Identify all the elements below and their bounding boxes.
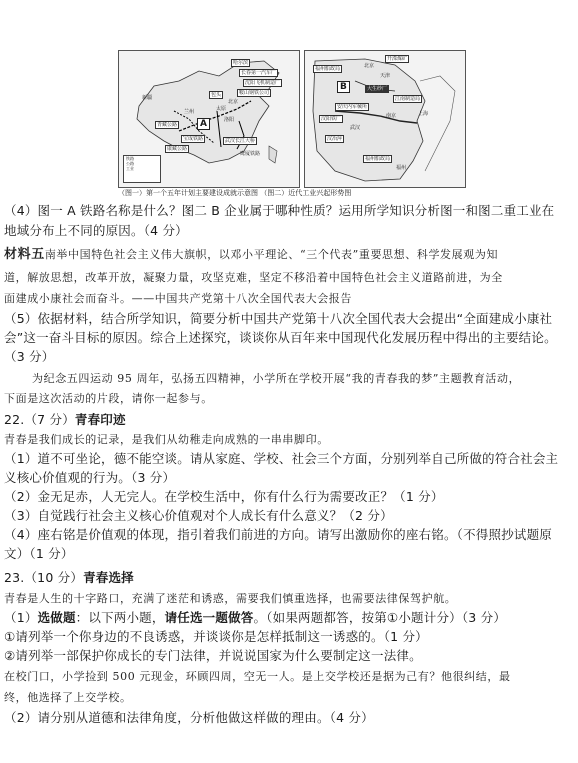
legend-item: 公路 [126,161,134,166]
elective-label: 选做题 [37,610,76,625]
map1-label: 康藏公路 [167,146,188,152]
q21-5-line3: （3 分） [4,349,55,364]
q22-4-line1: （4）座右铭是价值观的体现，指引着我们前进的方向。请写出激励你的座右铭。（不得照抄试题原 [4,527,553,542]
map2-label: 大生纱厂 [367,86,388,92]
map2-label: 安庆内军械所 [337,104,368,110]
pick-one-label: 请任选一题做答 [164,610,254,625]
q22-intro: 青春是我们成长的记录，是我们从幼稚走向成熟的一串串脚印。 [4,433,329,446]
map1-label: 鞍山钢铁公司 [239,90,270,96]
q22-2: （2）金无足赤，人无完人。在学校生活中，你有什么行为需要改正？（1 分） [4,489,444,504]
q22-title: 青春印迹 [74,412,126,427]
material-five-text: 南举中国特色社会主义伟大旗帜，以邓小平理论、“三个代表”重要思想、科学发展观为知 [44,248,499,261]
map-figure [118,50,464,197]
q22-4-line2: 文）（1 分） [4,546,74,561]
map1-label: 长春第一汽车厂 [241,70,277,76]
map1-label: 武汉长江大桥 [225,138,256,144]
q21-4-line2: 地域分布上不同的原因。（4 分） [4,223,188,238]
map2-label: 上海 [418,111,429,117]
q21-5-line1: （5）依据材料，结合所学知识，简要分析中国共产党第十八次全国代表大会提出“全面建成小康社 [4,311,553,326]
q23-title: 青春选择 [83,570,134,585]
map2-label: 开滦煤矿 [387,56,408,62]
q22-3: （3）自觉践行社会主义核心价值观对个人成长有什么意义？（2 分） [4,508,393,523]
material-five-line3: 面建成小康社会而奋斗。——中国共产党第十八次全国代表大会报告 [4,292,352,305]
material-five-line1 [4,247,498,263]
q21-4-line1: （4）图一 A 铁路名称是什么？图二 B 企业属于哪种性质？运用所学知识分析图一和图二重工业在 [4,203,555,218]
q23-1-instruction: ：以下两小题， [75,610,165,625]
map2-label: 南京 [386,113,397,119]
map1-legend [123,155,161,183]
material-five-line2: 道，解放思想，改革开放，凝聚力量，攻坚克难，坚定不移沿着中国特色社会主义道路前进，为全 [4,271,503,284]
q23-2: （2）请分别从道德和法律角度，分析他做这样做的理由。（4 分） [4,710,374,725]
q23-1-number: （1） [4,610,38,625]
map1-label: 哈尔滨 [233,60,249,66]
marker-a: A [197,118,210,130]
map2-label: 福州船政局 [315,66,341,72]
map1-label: 沈阳飞机制造厂 [245,80,281,86]
legend-item: 工业 [126,166,134,171]
q23-1-option2: ②请列举一部保护你成长的专门法律，并说说国家为什么要制定这一法律。 [4,648,422,663]
map2-label: 福州 [396,165,407,171]
marker-b: B [337,81,350,93]
intro-line2: 下面是这次活动的片段，请你一起参与。 [4,392,213,405]
q23-1-line1 [4,610,506,626]
map1-label: 洛阳 [224,117,235,123]
map-first-five-year-plan [118,50,300,188]
map1-label: 宝成铁路 [183,136,204,142]
intro-line1: 为纪念五四运动 95 周年，弘扬五四精神，小学所在学校开展“我的青春我的梦”主题教育活动， [32,372,521,385]
q23-intro: 青春是人生的十字路口，充满了迷茫和诱惑，需要我们慎重选择，也需要法律保驾护航。 [4,592,457,605]
map2-label: 天津 [380,73,391,79]
map1-label: 兰州 [184,109,195,115]
legend-item: 铁路 [126,156,134,161]
map-modern-industry [304,50,466,188]
map2-label: 福州船政局 [365,156,391,162]
q23-heading [4,570,134,586]
q23-number: 23.（10 分） [4,570,84,585]
map1-label: 包头 [211,92,222,98]
map2-label: 北京 [364,63,375,69]
map1-label: 鹰厦铁路 [240,151,261,157]
map2-label: 武汉 [350,125,361,131]
q23-1-option1: ①请列举一个你身边的不良诱惑，并谈谈你是怎样抵制这一诱惑的。（1 分） [4,629,428,644]
map2-label: 汉阳铁厂 [321,116,342,122]
q23-1-scoring: 。（如果两题都答，按第①小题计分）（3 分） [253,610,507,625]
map1-label: 新疆 [142,95,153,101]
q22-number: 22.（7 分） [4,412,75,427]
q22-heading [4,412,126,428]
q22-1-line2: 义核心价值观的行为。（3 分） [4,470,176,485]
q21-5-line2: 会”这一奋斗目标的原因。综合上述探究，谈谈你从百年来中国现代化发展历程中得出的主要结论。 [4,330,557,345]
map2-label: 汉冶萍 [327,136,343,142]
q22-1-line1: （1）道不可坐论，德不能空谈。请从家庭、学校、社会三个方面，分别列举自己所做的符合社会主 [4,451,559,466]
q23-story-line1: 在校门口，小学捡到 500 元现金，环顾四周，空无一人。是上交学校还是据为己有？他很纠结，最 [4,670,511,683]
q23-story-line2: 终，他选择了上交学校。 [4,691,132,704]
map1-label: 北京 [228,99,239,105]
map1-label: 青藏公路 [157,122,178,128]
map1-label: 太原 [216,106,227,112]
material-five-label: 材料五 [4,247,45,262]
figure-caption: （图一）第一个五年计划主要建设成就示意图 （图二）近代工业兴起形势图 [118,189,352,197]
map2-label: 江南制造局 [395,96,421,102]
